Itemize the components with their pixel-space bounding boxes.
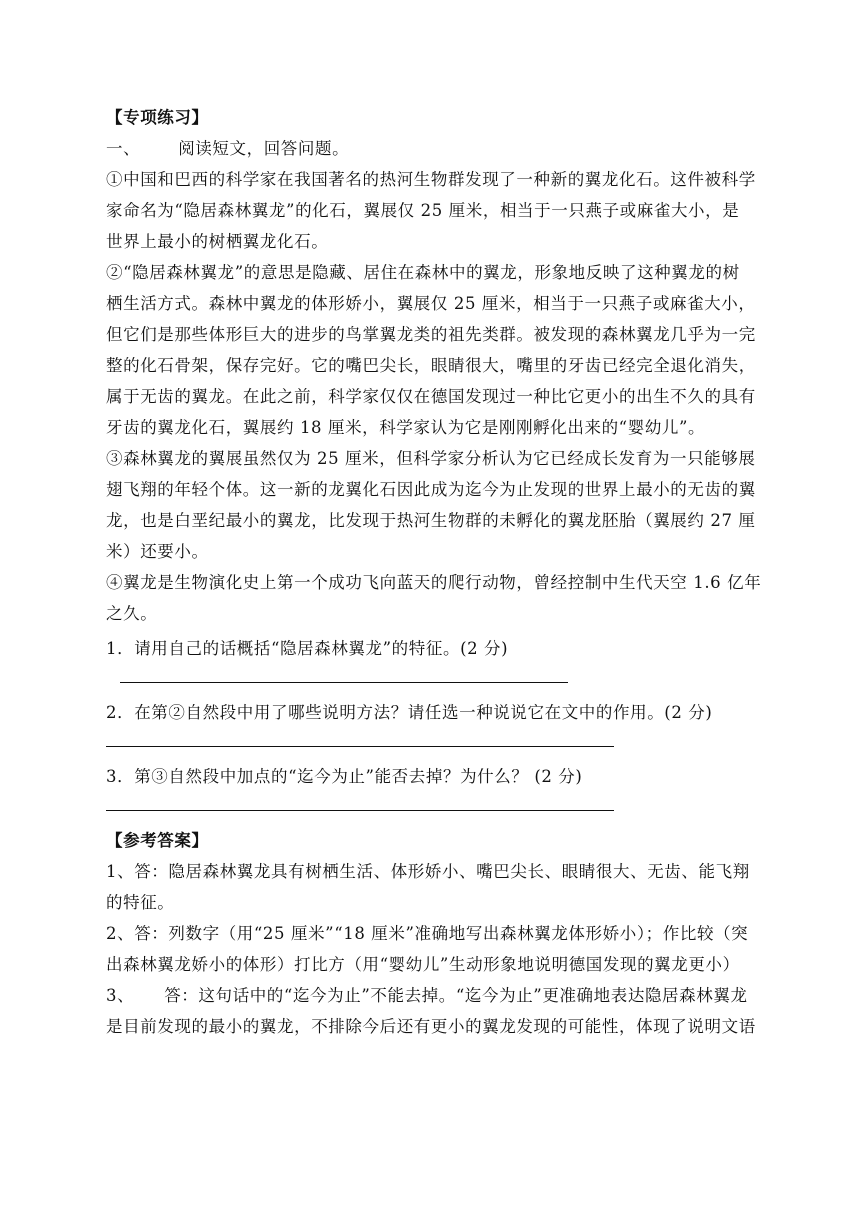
paragraph-line: ③森林翼龙的翼展虽然仅为 25 厘米，但科学家分析认为它已经成长发育为一只能够展 [106,449,756,468]
paragraph-4 [106,567,766,629]
paragraph-line: 整的化石骨架，保存完好。它的嘴巴尖长，眼睛很大，嘴里的牙齿已经完全退化消失， [106,356,756,375]
paragraph-line: ④翼龙是生物演化史上第一个成功飞向蓝天的爬行动物，曾经控制中生代天空 1.6 亿年 [106,573,762,592]
paragraph-line: 栖生活方式。森林中翼龙的体形娇小，翼展仅 25 厘米，相当于一只燕子或麻雀大小， [106,294,756,313]
answer-line [106,980,766,1011]
paragraph-2 [106,257,766,443]
answer-blank-2[interactable] [106,746,614,747]
paragraph-line: 属于无齿的翼龙。在此之前，科学家仅仅在德国发现过一种比它更小的出生不久的具有 [106,387,756,406]
section-title: 【专项练习】 [106,108,209,127]
paragraph-line: 之久。 [106,604,158,623]
answer-line: 是目前发现的最小的翼龙，不排除今后还有更小的翼龙发现的可能性，体现了说明文语 [106,1017,756,1036]
answer-3 [106,980,766,1042]
answer-number: 3、 [106,986,135,1005]
answer-line: 1、答：隐居森林翼龙具有树栖生活、体形娇小、嘴巴尖长、眼睛很大、无齿、能飞翔 [106,862,750,881]
paragraph-1 [106,164,766,257]
paragraph-line: 龙，也是白垩纪最小的翼龙，比发现于热河生物群的未孵化的翼龙胚胎（翼展约 27 厘 [106,511,756,530]
question-3: 3．第③自然段中加点的“迄今为止”能否去掉？为什么？ (2 分) [106,767,583,786]
paragraph-line: 但它们是那些体形巨大的进步的鸟掌翼龙类的祖先类群。被发现的森林翼龙几乎为一完 [106,325,756,344]
answer-line: 的特征。 [106,893,175,912]
question-2: 2．在第②自然段中用了哪些说明方法？请任选一种说说它在文中的作用。(2 分) [106,703,713,722]
answer-line: 出森林翼龙娇小的体形）打比方（用“婴幼儿”生动形象地说明德国发现的翼龙更小） [106,955,740,974]
paragraph-line: 米）还要小。 [106,542,209,561]
paragraph-line: ①中国和巴西的科学家在我国著名的热河生物群发现了一种新的翼龙化石。这件被科学 [106,170,756,189]
answers-title: 【参考答案】 [106,831,209,850]
paragraph-line: 牙齿的翼龙化石，翼展约 18 厘米，科学家认为它是刚刚孵化出来的“婴幼儿”。 [106,418,706,437]
paragraph-line: ②“隐居森林翼龙”的意思是隐藏、居住在森林中的翼龙，形象地反映了这种翼龙的树 [106,263,740,282]
answer-blank-3[interactable] [106,810,614,811]
document-page [106,102,766,1042]
paragraph-line: 翅飞翔的年轻个体。这一新的龙翼化石因此成为迄今为止发现的世界上最小的无齿的翼 [106,480,756,499]
task-instruction [106,133,766,164]
answer-2 [106,918,766,980]
answer-blank-1[interactable] [120,682,568,683]
paragraph-3 [106,443,766,567]
answer-line: 2、答：列数字（用“25 厘米”“18 厘米”准确地写出森林翼龙体形娇小）；作比较（突 [106,924,749,943]
paragraph-line: 世界上最小的树栖翼龙化石。 [106,232,329,251]
answer-text: 答：这句话中的“迄今为止”不能去掉。“迄今为止”更准确地表达隐居森林翼龙 [164,986,748,1005]
task-number: 一、 [106,139,141,158]
task-text: 阅读短文，回答问题。 [178,139,350,158]
answer-1 [106,856,766,918]
paragraph-line: 家命名为“隐居森林翼龙”的化石，翼展仅 25 厘米，相当于一只燕子或麻雀大小，是 [106,201,740,220]
question-1: 1．请用自己的话概括“隐居森林翼龙”的特征。(2 分) [106,639,509,658]
